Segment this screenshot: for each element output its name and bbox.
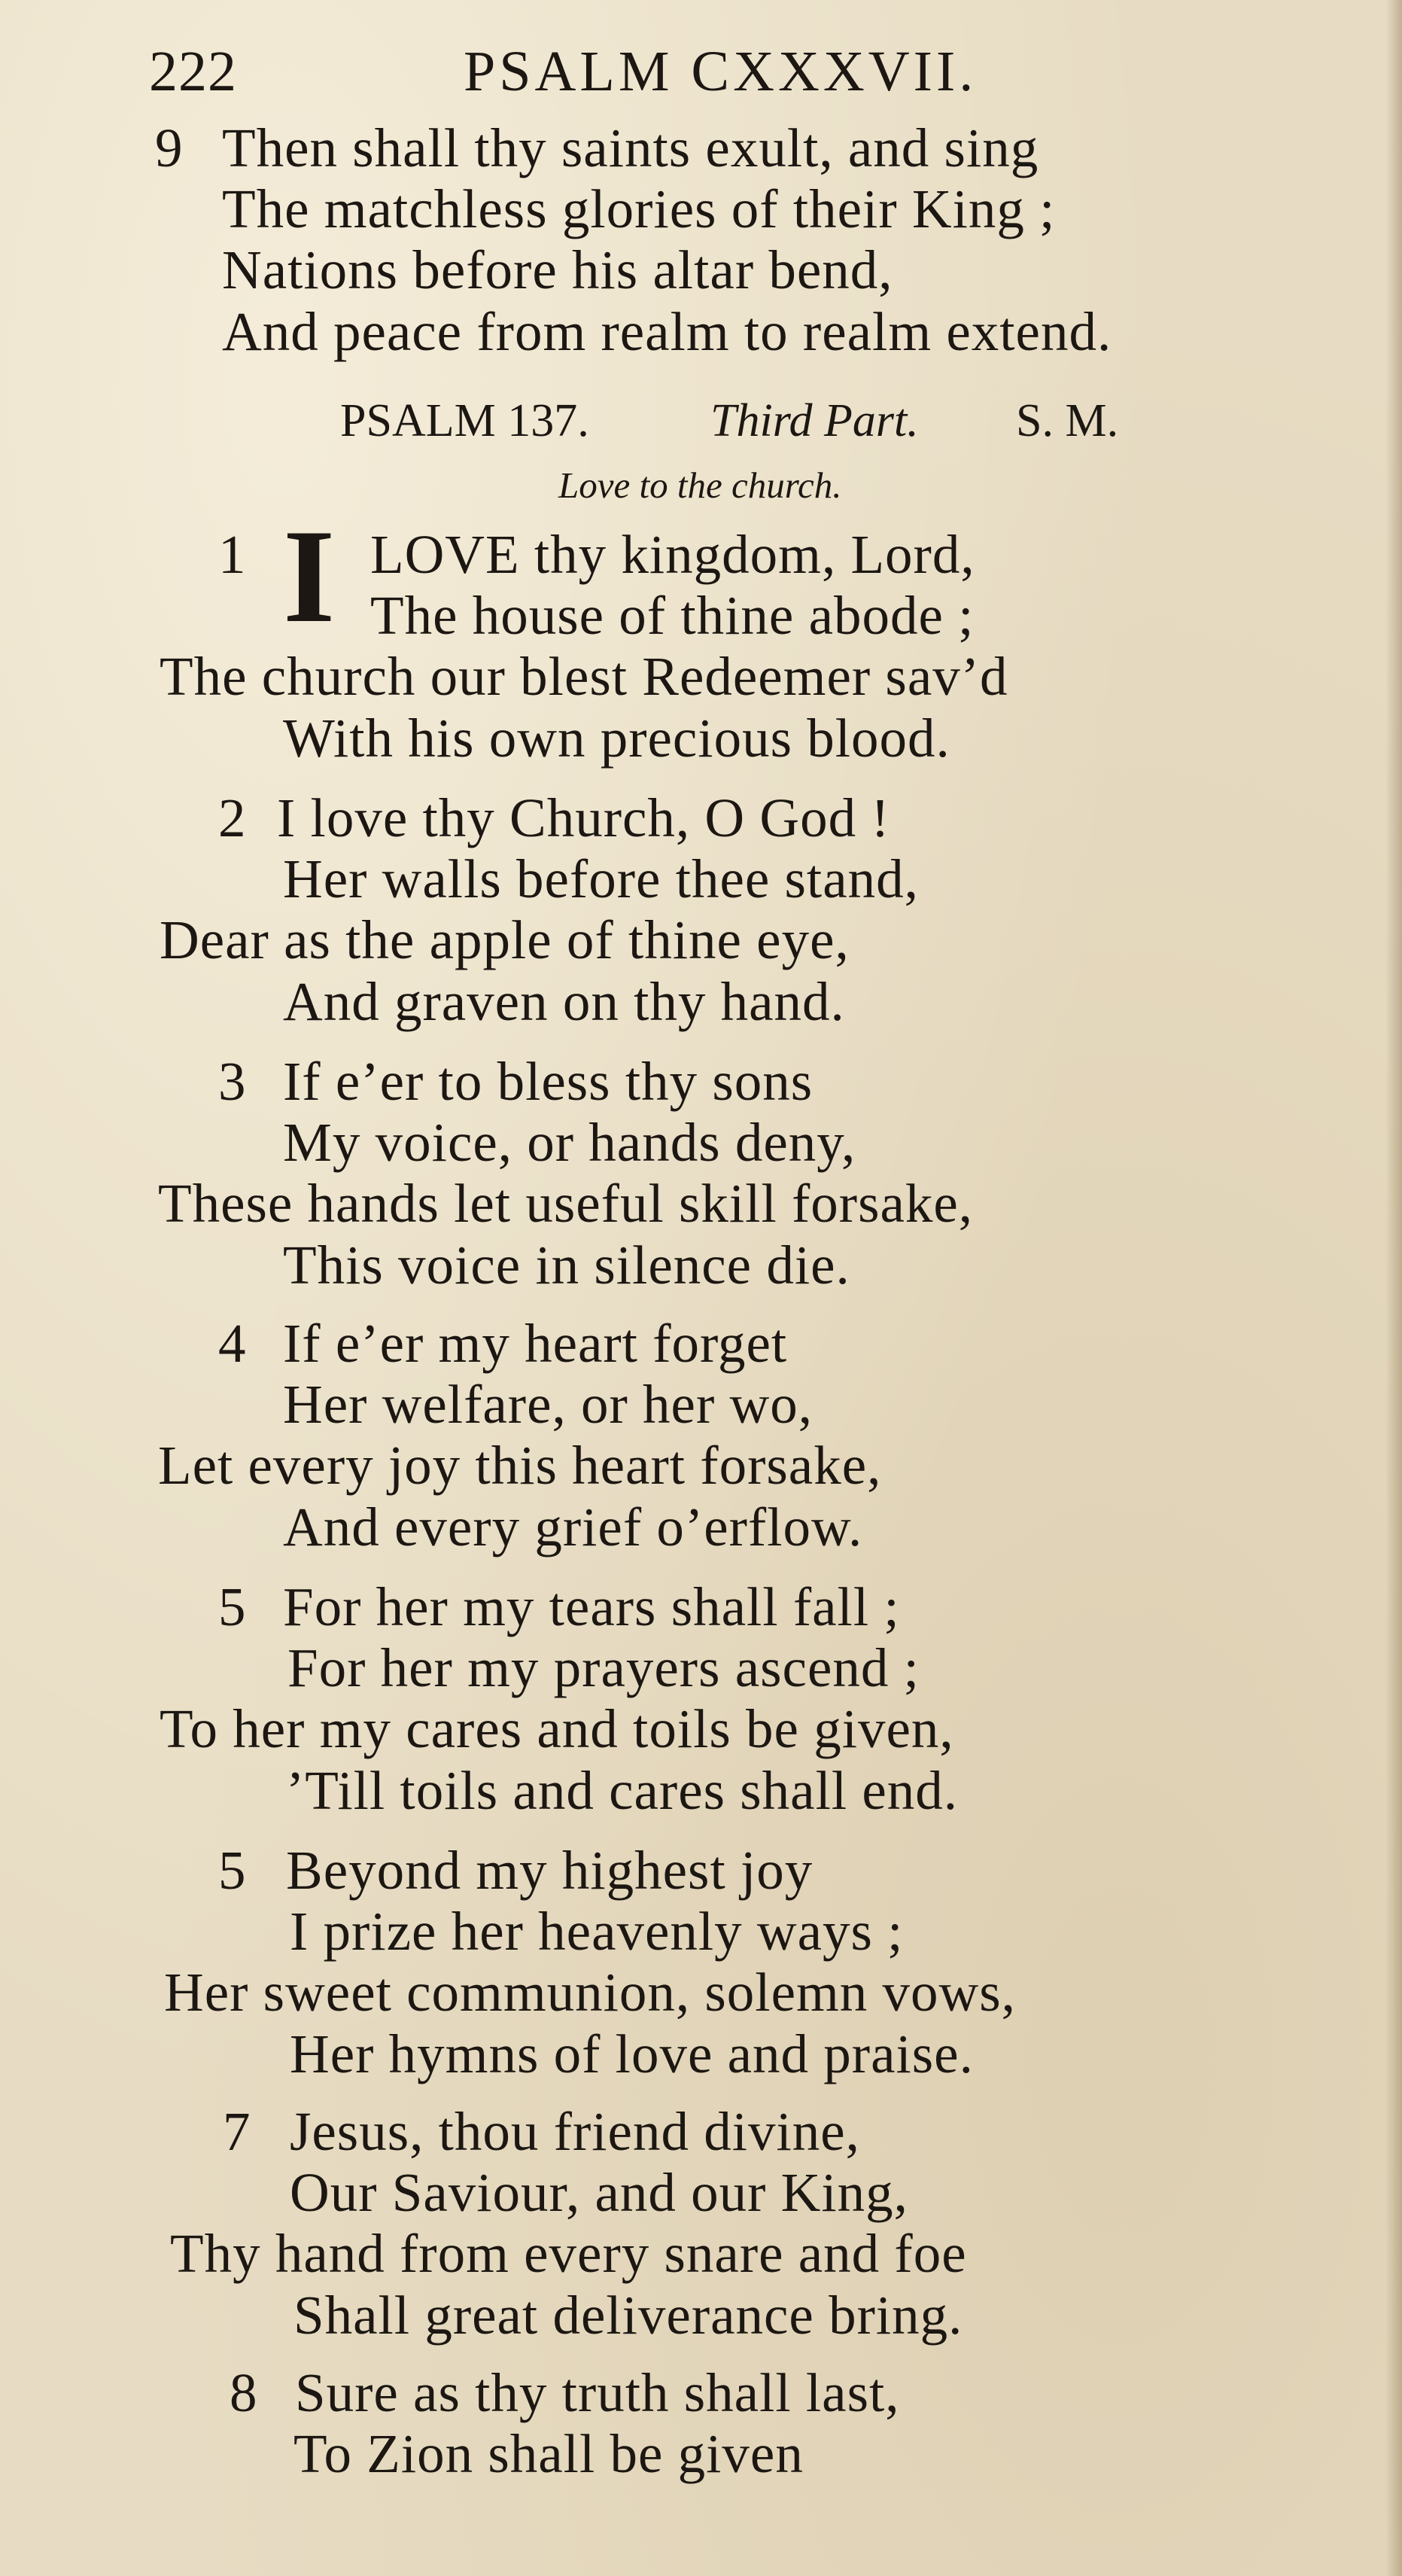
drop-cap: I <box>283 501 336 650</box>
verse-line: Sure as thy truth shall last, <box>295 2362 900 2423</box>
verse-line: LOVE thy kingdom, Lord, <box>370 524 975 585</box>
psalm-part: Third Part. <box>710 395 919 446</box>
verse-line: My voice, or hands deny, <box>283 1112 856 1173</box>
verse-line: Shall great deliverance bring. <box>293 2285 963 2346</box>
psalm-meter: S. M. <box>1016 395 1119 446</box>
running-title: PSALM CXXXVII. <box>464 40 978 103</box>
verse-line: And every grief o’erflow. <box>283 1497 863 1557</box>
stanza-number: 7 <box>223 2101 251 2162</box>
verse-line: I prize her heavenly ways ; <box>290 1901 904 1962</box>
verse-line: Thy hand from every snare and foe <box>170 2223 967 2284</box>
verse-line: The house of thine abode ; <box>370 585 975 646</box>
verse-line: Jesus, thou friend divine, <box>290 2101 860 2162</box>
verse-line: ’Till toils and cares shall end. <box>286 1760 959 1821</box>
verse-line: Her walls before thee stand, <box>283 848 919 909</box>
verse-line: Beyond my highest joy <box>286 1840 814 1901</box>
psalm-subtitle: Love to the church. <box>558 464 842 506</box>
verse-line: And graven on thy hand. <box>283 971 845 1032</box>
stanza-number: 2 <box>218 787 246 848</box>
page-edge-shadow <box>1385 0 1402 2576</box>
psalm-title: PSALM 137. <box>340 395 589 446</box>
verse-line: For her my prayers ascend ; <box>287 1637 920 1698</box>
verse-line: Let every joy this heart forsake, <box>158 1435 882 1496</box>
verse-line: Her sweet communion, solemn vows, <box>164 1962 1016 2023</box>
verse-line: For her my tears shall fall ; <box>283 1576 900 1637</box>
verse-line: To Zion shall be given <box>293 2423 804 2484</box>
verse-line: To her my cares and toils be given, <box>160 1698 954 1759</box>
verse-line: With his own precious blood. <box>283 708 950 769</box>
verse-line: Dear as the apple of thine eye, <box>160 909 850 970</box>
verse-line: If e’er to bless thy sons <box>283 1051 814 1112</box>
verse-line: Nations before his altar bend, <box>222 239 893 300</box>
stanza-number: 5 <box>218 1576 246 1637</box>
stanza-number: 3 <box>218 1051 246 1112</box>
stanza-number: 5 <box>218 1840 246 1901</box>
verse-line: And peace from realm to realm extend. <box>222 301 1112 362</box>
verse-line: Her hymns of love and praise. <box>290 2023 974 2084</box>
verse-line: Her welfare, or her wo, <box>283 1374 813 1435</box>
verse-line: The church our blest Redeemer sav’d <box>160 646 1008 707</box>
verse-line: I love thy Church, O God ! <box>277 787 890 848</box>
stanza-number: 9 <box>155 117 183 178</box>
verse-line: These hands let useful skill forsake, <box>158 1173 974 1234</box>
page-number: 222 <box>149 40 237 103</box>
verse-line: Our Saviour, and our King, <box>290 2162 908 2223</box>
verse-line: The matchless glories of their King ; <box>222 178 1056 239</box>
verse-line: If e’er my heart forget <box>283 1313 788 1374</box>
verse-line: Then shall thy saints exult, and sing <box>222 117 1039 178</box>
stanza-number: 8 <box>230 2362 257 2423</box>
page-header <box>0 30 1402 113</box>
stanza-number: 4 <box>218 1313 246 1374</box>
stanza-number: 1 <box>218 524 246 585</box>
verse-line: This voice in silence die. <box>283 1235 850 1296</box>
